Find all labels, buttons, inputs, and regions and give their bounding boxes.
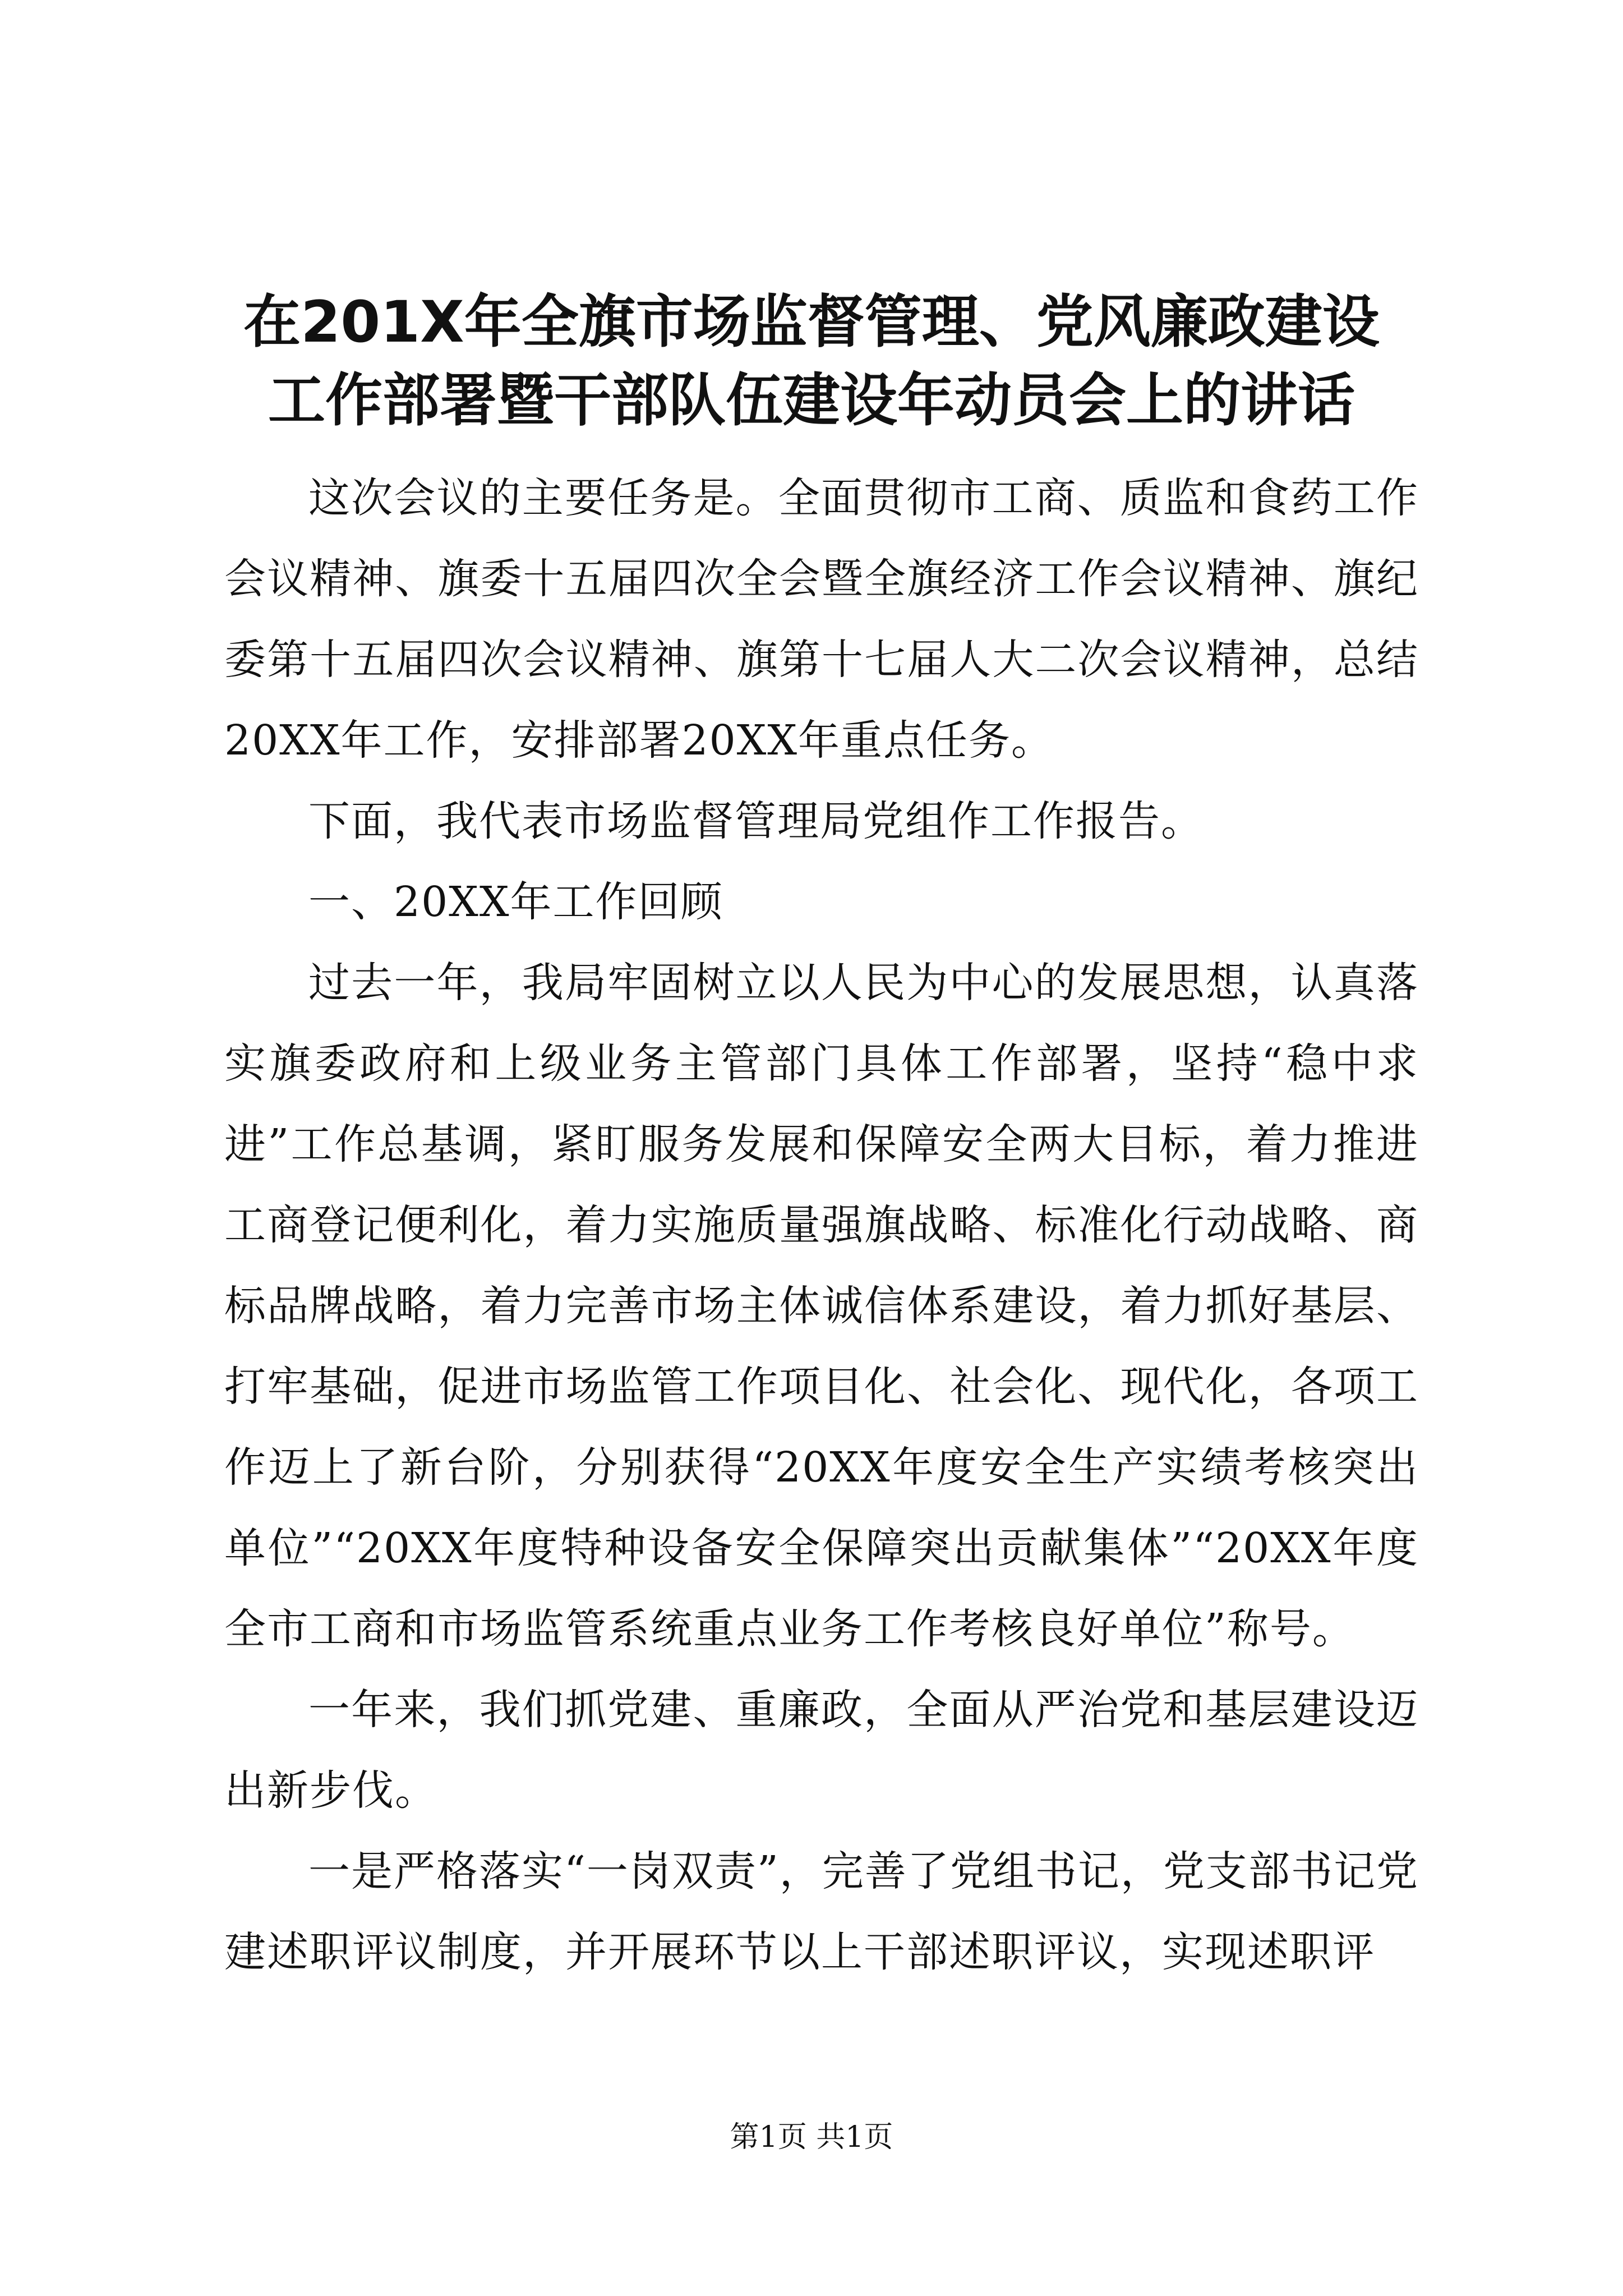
document-title [168,283,1455,440]
paragraph-report-intro: 下面，我代表市场监督管理局党组作工作报告。 [308,797,1204,845]
paragraph-point-one: 一是严格落实“一岗双责”，完善了党组书记，党支部书记党建述职评议制度，并开展环节以上干部述职评议，实现述职评 [224,1847,1419,1976]
paragraph-year-review: 过去一年，我局牢固树立以人民为中心的发展思想，认真落实旗委政府和上级业务主管部门具体工作部署，坚持“稳中求进”工作总基调，紧盯服务发展和保障安全两大目标，着力推进工商登记便利化，着力实施质量强旗战略、标准化行动战略、商标品牌战略，着力完善市场主体诚信体系建设，着力抓好基层、打牢基础，促进市场监管工作项目化、社会化、现代化，各项工作迈上了新台阶，分别获得“20XX年度安全生产实绩考核突出单位”“20XX年度特种设备安全保障突出贡献集体”“20XX年度全市工商和市场监管系统重点业务工作考核良好单位”称号。 [224,959,1419,1653]
page-footer: 第1页 共1页 [730,2120,893,2154]
title-line-2: 工作部署暨干部队伍建设年动员会上的讲话 [268,367,1355,434]
paragraph-party-building: 一年来，我们抓党建、重廉政，全面从严治党和基层建设迈出新步伐。 [224,1686,1419,1815]
title-line-1: 在201X年全旗市场监督管理、党风廉政建设 [243,289,1380,356]
document-body [224,458,1419,1993]
paragraph-meeting-tasks: 这次会议的主要任务是。全面贯彻市工商、质监和食药工作会议精神、旗委十五届四次全会暨全旗经济工作会议精神、旗纪委第十五届四次会议精神、旗第十七届人大二次会议精神，总结20XX年工作，安排部署20XX年重点任务。 [224,474,1419,765]
section-heading-review: 一、20XX年工作回顾 [308,878,723,926]
